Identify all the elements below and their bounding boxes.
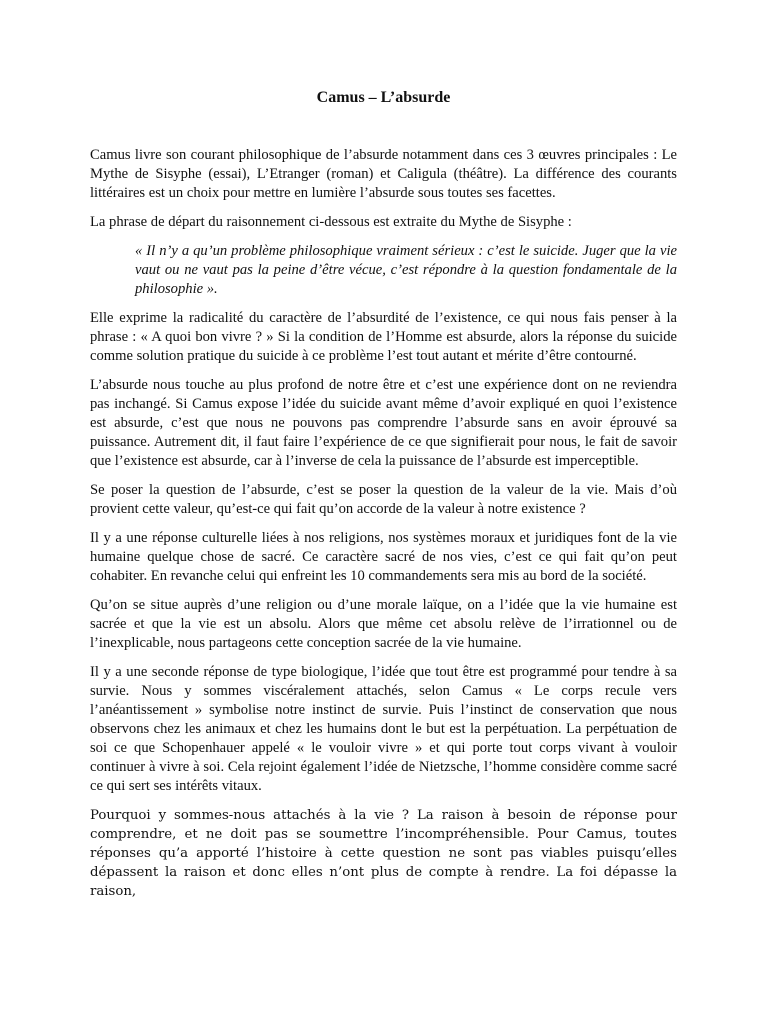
paragraph-valeur: Se poser la question de l’absurde, c’est se poser la question de la valeur de la vie. Mais d’où provient cette valeur, qu’est-ce qui fait qu’on accorde de la valeur à notre existence ?	[90, 482, 677, 517]
page-title: Camus – L’absurde	[316, 89, 451, 106]
block-quote: « Il n’y a qu’un problème philosophique vraiment sérieux : c’est le suicide. Juger que la vie vaut ou ne vaut pas la peine d’être vécue, c’est répondre à la question fondamentale de la philosophie ».	[135, 243, 677, 297]
document-page	[90, 0, 677, 911]
paragraph-radicalite: Elle exprime la radicalité du caractère de l’absurdité de l’existence, ce qui nous fais penser à la phrase : « A quoi bon vivre ? » Si la condition de l’Homme est absurde, alors la réponse du suicide comme solution pratique du suicide à ce problème l’est tout autant et mérite d’être contourné.	[90, 310, 677, 364]
paragraph-intro: Camus livre son courant philosophique de l’absurde notamment dans ces 3 œuvres principales : Le Mythe de Sisyphe (essai), L’Etranger (roman) et Caligula (théâtre). La différence des courants littéraires est un choix pour mettre en lumière l’absurde sous toutes ses facettes.	[90, 147, 677, 201]
paragraph-culturelle: Il y a une réponse culturelle liées à nos religions, nos systèmes moraux et juridiques font de la vie humaine quelque chose de sacré. Ce caractère sacré de nos vies, c’est ce qui fait qu’on peut cohabiter. En revanche celui qui enfreint les 10 commandements sera mis au bord de la société.	[90, 530, 677, 584]
paragraph-sacree: Qu’on se situe auprès d’une religion ou d’une morale laïque, on a l’idée que la vie humaine est sacrée et que la vie est un absolu. Alors que même cet absolu relève de l’irrationnel ou de l’inexplicable, nous partageons cette conception sacrée de la vie humaine.	[90, 597, 677, 651]
document-body	[90, 146, 677, 901]
paragraph-experience: L’absurde nous touche au plus profond de notre être et c’est une expérience dont on ne reviendra pas inchangé. Si Camus expose l’idée du suicide avant même d’avoir expliqué en quoi l’existence est absurde, c’est que nous ne pouvons pas comprendre l’absurde sans en avoir éprouvé sa puissance. Autrement dit, il faut faire l’expérience de ce que signifierait pour nous, le fait de savoir que l’existence est absurde, car à l’inverse de cela la puissance de l’absurde est imperceptible.	[90, 377, 677, 469]
paragraph-quote-lead: La phrase de départ du raisonnement ci-dessous est extraite du Mythe de Sisyphe :	[90, 214, 572, 230]
paragraph-biologique: Il y a une seconde réponse de type biologique, l’idée que tout être est programmé pour tendre à sa survie. Nous y sommes viscéralement attachés, selon Camus « Le corps recule vers l’anéantissement » symbolise notre instinct de survie. Puis l’instinct de conservation que nous observons chez les animaux et chez les humains dont le but est la perpétuation. La perpétuation de soi ce que Schopenhauer appelé « le vouloir vivre » et qui porte tout corps vivant à vouloir continuer à vivre à soi. Cela rejoint également l’idée de Nietzsche, l’homme considère comme sacré ce qui sert ses intérêts vitaux.	[90, 664, 677, 794]
paragraph-raison: Pourquoi y sommes-nous attachés à la vie ? La raison à besoin de réponse pour comprendre, et ne doit pas se soumettre l’incompréhensible. Pour Camus, toutes réponses qu’a apporté l’histoire à cette question ne sont pas viables puisqu’elles dépassent la raison et donc elles n’ont plus de compte à rendre. La foi dépasse la raison,	[90, 808, 677, 899]
